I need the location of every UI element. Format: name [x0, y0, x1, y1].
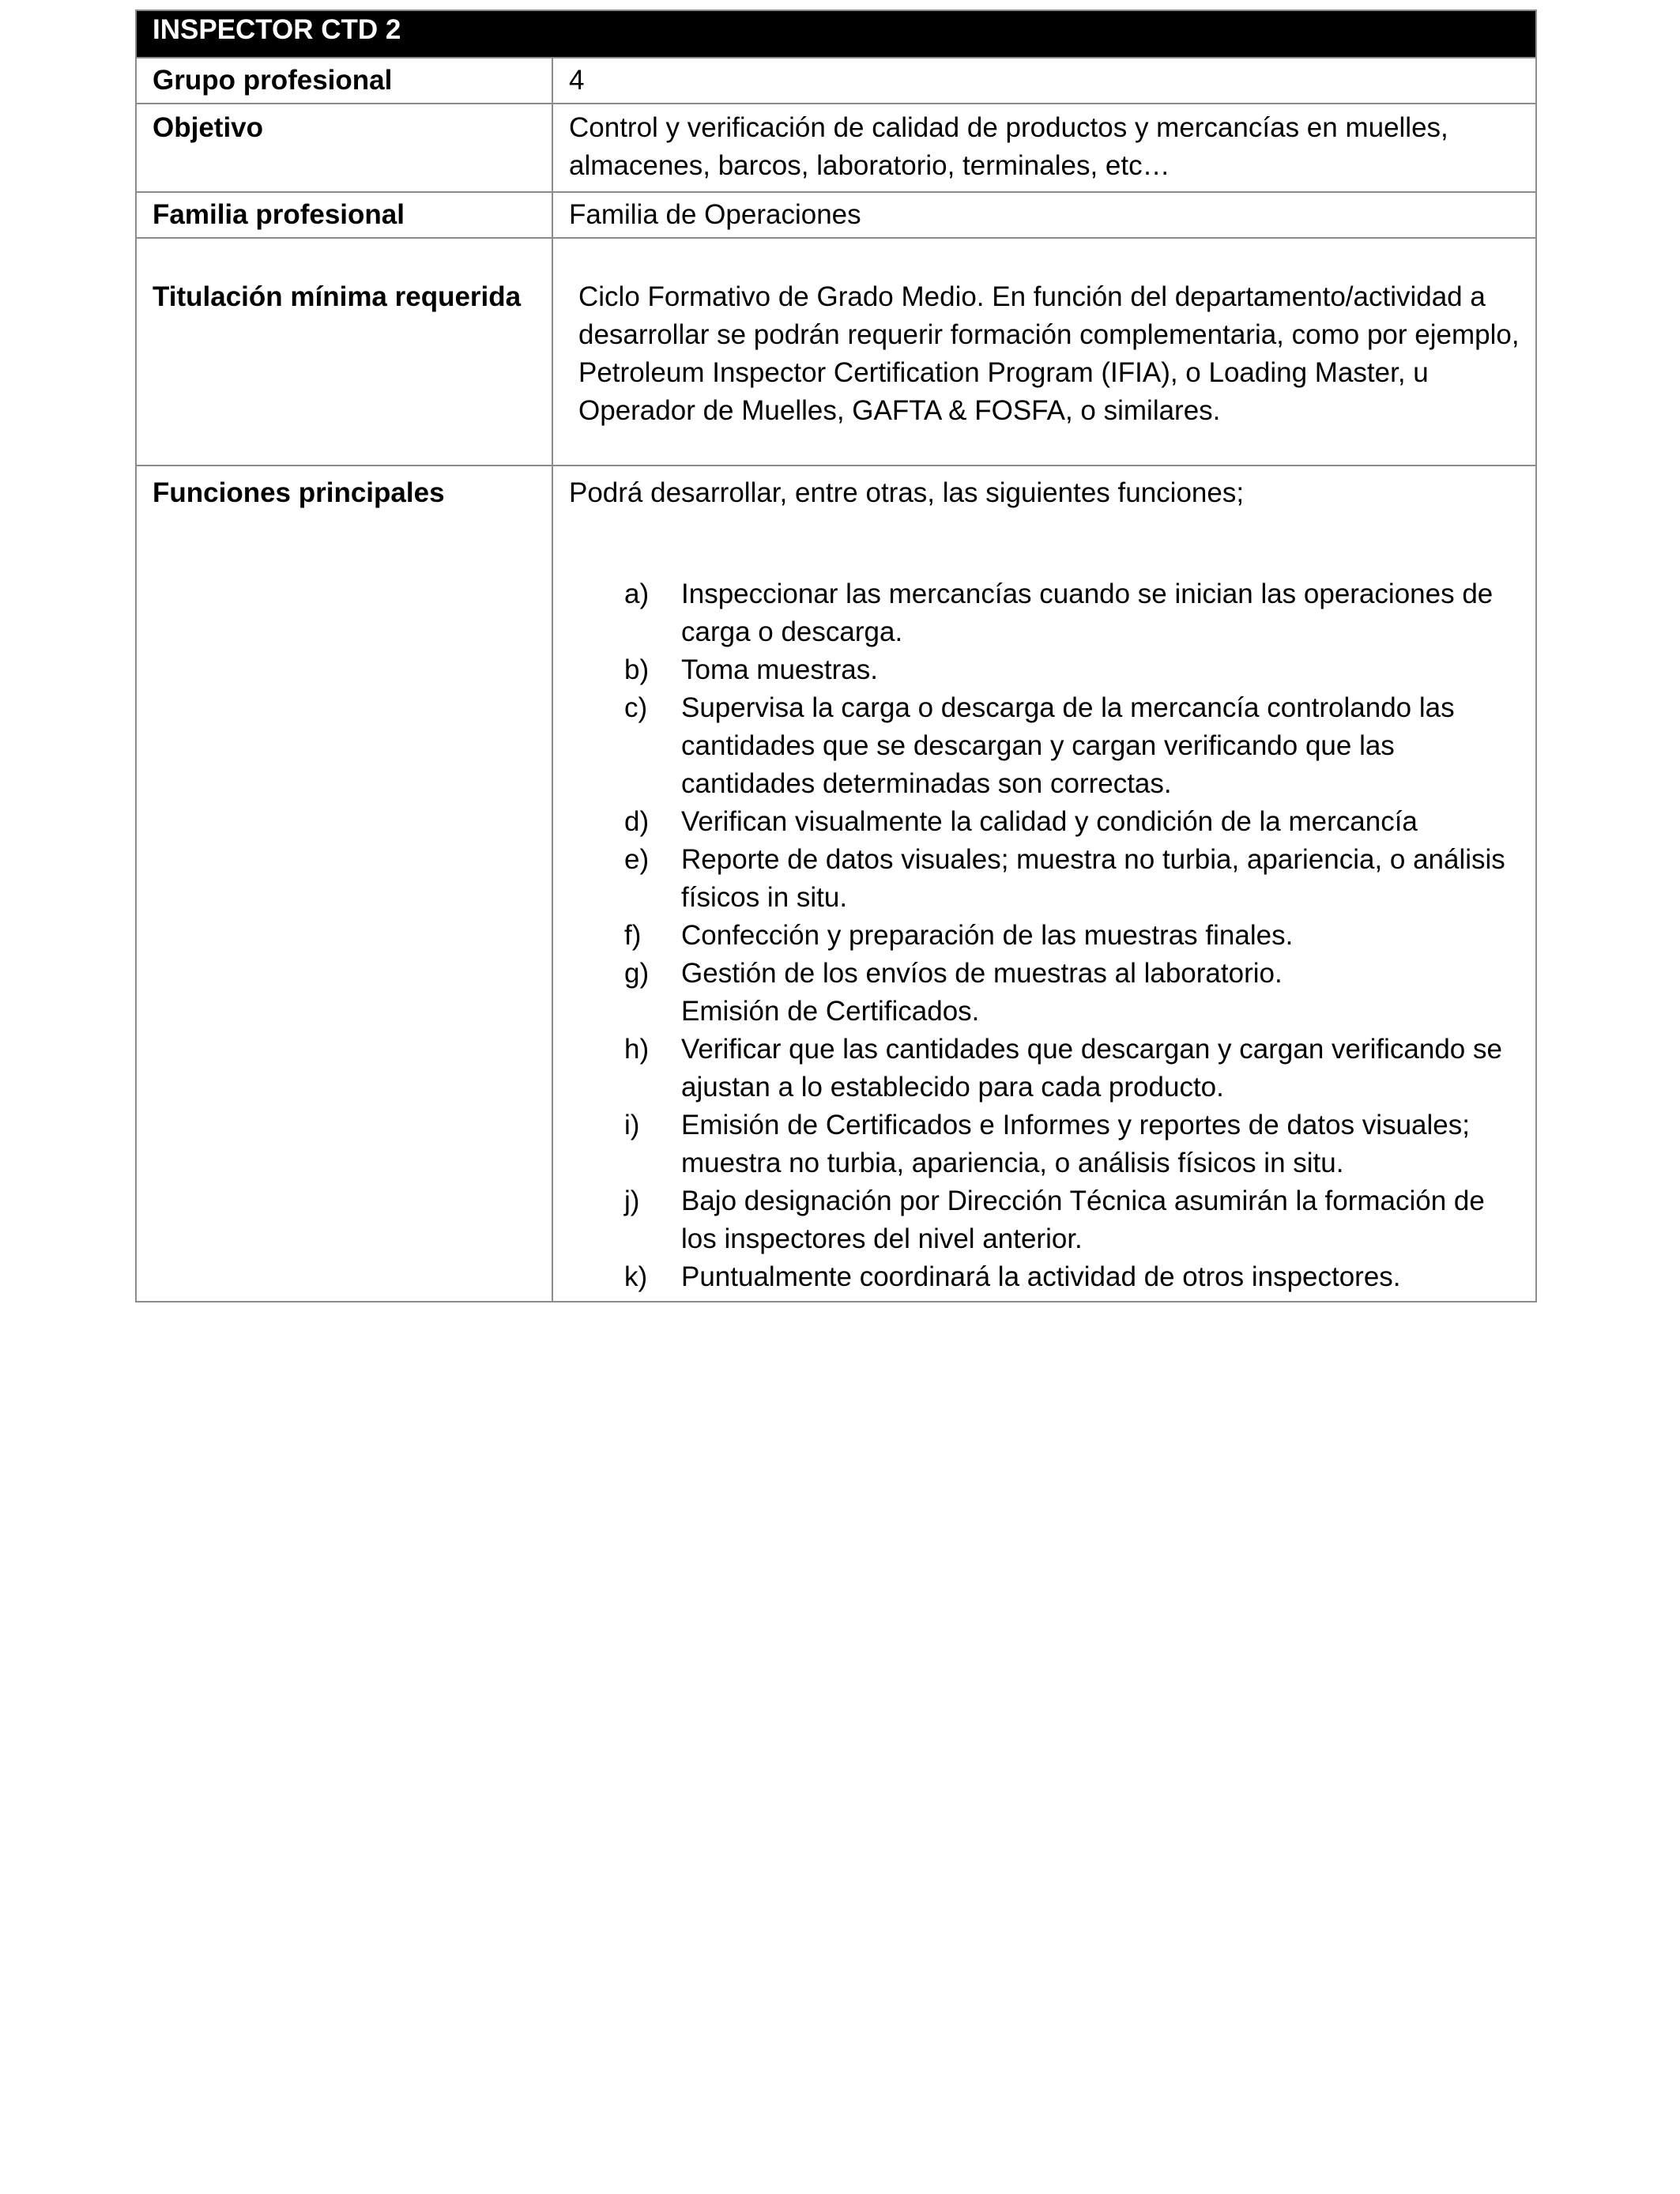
row-objetivo	[136, 104, 1536, 192]
list-item	[624, 1182, 1520, 1258]
label-objetivo: Objetivo	[136, 104, 552, 192]
header-row	[136, 10, 1536, 58]
list-text: Toma muestras.	[681, 654, 878, 685]
job-profile-table	[135, 9, 1537, 1302]
list-item	[624, 955, 1520, 1031]
list-item	[624, 575, 1520, 651]
list-text: Confección y preparación de las muestras finales.	[681, 920, 1294, 951]
list-marker: g)	[624, 958, 650, 989]
list-item	[624, 689, 1520, 803]
list-marker: b)	[624, 654, 650, 685]
value-funciones-principales	[552, 466, 1536, 1302]
table-title: INSPECTOR CTD 2	[136, 10, 1536, 58]
list-marker: f)	[624, 920, 642, 951]
list-text: Supervisa la carga o descarga de la mercancía controlando las cantidades que se descargan y cargan verificando que las cantidades determinadas son correctas.	[681, 692, 1455, 799]
label-titulacion: Titulación mínima requerida	[136, 238, 552, 466]
list-text: Bajo designación por Dirección Técnica asumirán la formación de los inspectores del nivel anterior.	[681, 1186, 1485, 1254]
row-funciones-principales	[136, 466, 1536, 1302]
list-marker: j)	[624, 1186, 640, 1216]
list-text: Gestión de los envíos de muestras al laboratorio.	[681, 958, 1283, 989]
label-familia-profesional: Familia profesional	[136, 192, 552, 238]
list-item	[624, 1258, 1520, 1296]
list-marker: c)	[624, 692, 648, 723]
list-text: Verifican visualmente la calidad y condición de la mercancía	[681, 806, 1418, 837]
list-marker: d)	[624, 806, 650, 837]
list-item	[624, 841, 1520, 917]
row-grupo-profesional	[136, 58, 1536, 104]
list-text: Verificar que las cantidades que descargan y cargan verificando se ajustan a lo establecido para cada producto.	[681, 1034, 1502, 1103]
list-text-continuation: Emisión de Certificados.	[681, 996, 980, 1027]
list-text: Puntualmente coordinará la actividad de otros inspectores.	[681, 1261, 1401, 1292]
list-marker: i)	[624, 1110, 640, 1140]
funciones-intro: Podrá desarrollar, entre otras, las siguientes funciones;	[569, 477, 1245, 508]
list-text: Inspeccionar las mercancías cuando se inician las operaciones de carga o descarga.	[681, 579, 1494, 647]
label-grupo-profesional: Grupo profesional	[136, 58, 552, 104]
value-titulacion: Ciclo Formativo de Grado Medio. En función del departamento/actividad a desarrollar se podrán requerir formación complementaria, como por ejemplo, Petroleum Inspector Certification Program (IFIA), o Loading Master, u Operador de Muelles, GAFTA & FOSFA, o similares.	[552, 238, 1536, 466]
list-marker: e)	[624, 844, 650, 875]
row-familia-profesional	[136, 192, 1536, 238]
list-item	[624, 803, 1520, 841]
value-objetivo: Control y verificación de calidad de productos y mercancías en muelles, almacenes, barcos, laboratorio, terminales, etc…	[552, 104, 1536, 192]
list-item	[624, 651, 1520, 689]
value-grupo-profesional: 4	[552, 58, 1536, 104]
list-item	[624, 1106, 1520, 1182]
value-familia-profesional: Familia de Operaciones	[552, 192, 1536, 238]
list-text-group	[681, 955, 1520, 1031]
job-profile-sheet	[135, 9, 1535, 1302]
list-text: Emisión de Certificados e Informes y reportes de datos visuales; muestra no turbia, apariencia, o análisis físicos in situ.	[681, 1110, 1470, 1178]
list-marker: h)	[624, 1034, 650, 1065]
list-item	[624, 917, 1520, 955]
funciones-list	[569, 575, 1520, 1296]
list-marker: k)	[624, 1261, 648, 1292]
row-titulacion	[136, 238, 1536, 466]
label-funciones-principales: Funciones principales	[136, 466, 552, 1302]
list-item	[624, 1031, 1520, 1106]
list-marker: a)	[624, 579, 650, 609]
list-text: Reporte de datos visuales; muestra no turbia, apariencia, o análisis físicos in situ.	[681, 844, 1505, 913]
